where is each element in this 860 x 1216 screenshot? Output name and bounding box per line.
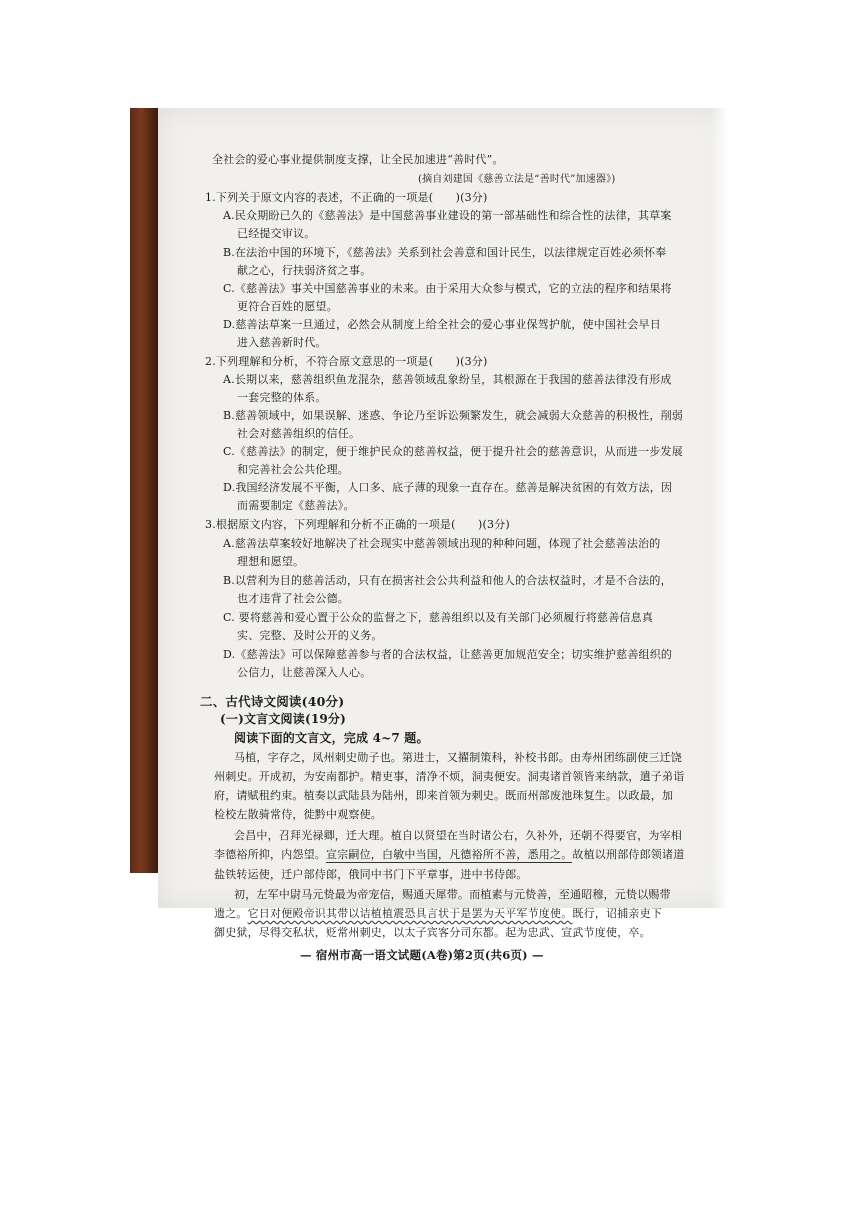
section2-title: 二、古代诗文阅读(40分) bbox=[200, 694, 345, 709]
q1-option-a: A.民众期盼已久的《慈善法》是中国慈善事业建设的第一部基础性和综合性的法律，其草案 bbox=[223, 209, 672, 222]
passage-line-5: 会昌中，召拜光禄卿，迁大理。植自以贤望在当时诸公右，久补外，还朝不得要官，为宰相 bbox=[234, 829, 682, 842]
q1-option-c-cont: 更符合百姓的愿望。 bbox=[237, 300, 338, 313]
passage-line-3: 府，请赋租约束。植奏以武陆县为陆州，即来首领为刺史。既而州部废池珠复生。以政最，加 bbox=[214, 789, 674, 802]
q2-option-b: B.慈善领域中，如果误解、迷惑、争论乃至诉讼频繁发生，就会减弱大众慈善的积极性，削弱 bbox=[223, 409, 683, 422]
passage-text: 遗之。 bbox=[214, 907, 248, 920]
passage-text: 故植以刑部侍郎领诸道 bbox=[572, 848, 685, 861]
q1-stem: 1.下列关于原文内容的表述，不正确的一项是( )(3分) bbox=[205, 191, 488, 204]
q2-option-a-cont: 一套完整的体系。 bbox=[237, 391, 327, 404]
wavy-underlined-sentence: 它日对便殿帝识其带以诘植植震恐具言状于是罢为天平军节度使。 bbox=[247, 907, 573, 920]
page-footer: — 宿州市高一语文试题(A卷)第2页(共6页) — bbox=[300, 948, 544, 962]
q3-stem: 3.根据原文内容，下列理解和分析不正确的一项是( )(3分) bbox=[205, 518, 510, 531]
passage-line-9 bbox=[214, 905, 662, 921]
underlined-sentence: 宣宗嗣位，白敏中当国，凡德裕所不善，悉用之。 bbox=[326, 848, 573, 861]
q2-option-c: C.《慈善法》的制定，便于维护民众的慈善权益，便于提升社会的慈善意识，从而进一步发展 bbox=[223, 445, 683, 458]
q3-option-d-cont: 公信力，让慈善深入人心。 bbox=[237, 666, 372, 679]
q2-option-c-cont: 和完善社会公共伦理。 bbox=[237, 463, 349, 476]
source-citation: (摘自刘建国《慈善立法是“善时代”加速器》) bbox=[418, 174, 616, 185]
passage-text: 既行，诏捕亲吏下 bbox=[572, 907, 663, 920]
section2-subtitle: (一)文言文阅读(19分) bbox=[220, 712, 347, 726]
q3-option-a-cont: 理想和愿望。 bbox=[237, 555, 305, 568]
passage-text: 李德裕所抑，内怨望。 bbox=[214, 848, 326, 861]
passage-line-7: 盐铁转运使，迁户部侍郎，俄同中书门下平章事，进中书侍郎。 bbox=[214, 868, 528, 881]
passage-line-1: 马植，字存之，凤州刺史勋子也。第进士，又擢制策科，补校书郎。由寿州团练副使三迁饶 bbox=[234, 751, 682, 764]
q1-option-b-cont: 献之心，行扶弱济贫之事。 bbox=[237, 264, 372, 277]
q1-option-b: B.在法治中国的环境下，《慈善法》关系到社会善意和国计民生，以法律规定百姓必须怀奉 bbox=[223, 246, 667, 259]
q3-option-c-cont: 实、完整、及时公开的义务。 bbox=[237, 629, 383, 642]
q3-option-b: B.以营利为目的慈善活动，只有在损害社会公共利益和他人的合法权益时，才是不合法的， bbox=[223, 574, 672, 587]
passage-line-8: 初，左军中尉马元贽最为帝宠信，赐通天犀带。而植素与元贽善，至通昭穆，元贽以赐带 bbox=[234, 888, 671, 901]
q2-option-a: A.长期以来，慈善组织鱼龙混杂，慈善领域乱象纷呈，其根源在于我国的慈善法律没有形成 bbox=[223, 373, 672, 386]
passage-line-6 bbox=[214, 846, 684, 862]
q2-stem: 2.下列理解和分析，不符合原文意思的一项是( )(3分) bbox=[205, 355, 488, 368]
q3-option-c: C. 要将慈善和爱心置于公众的监督之下，慈善组织以及有关部门必须履行将慈善信息真 bbox=[223, 611, 654, 624]
passage-line-4: 检校左散骑常侍，徙黔中观察使。 bbox=[214, 808, 382, 821]
q3-option-d: D.《慈善法》可以保障慈善参与者的合法权益，让慈善更加规范安全；切实维护慈善组织的 bbox=[223, 648, 673, 661]
q2-option-d-cont: 而需要制定《慈善法》。 bbox=[237, 499, 355, 512]
q2-option-b-cont: 社会对慈善组织的信任。 bbox=[237, 427, 361, 440]
intro-line: 全社会的爱心事业提供制度支撑，让全民加速进“善时代”。 bbox=[212, 153, 504, 166]
q1-option-d: D.慈善法草案一旦通过，必然会从制度上给全社会的爱心事业保驾护航，使中国社会早日 bbox=[223, 318, 661, 331]
q1-option-c: C.《慈善法》事关中国慈善事业的未来。由于采用大众参与模式，它的立法的程序和结果将 bbox=[223, 282, 672, 295]
section2-instruction: 阅读下面的文言文，完成 4~7 题。 bbox=[234, 731, 429, 745]
q2-option-d: D.我国经济发展不平衡，人口多、底子薄的现象一直存在。慈善是解决贫困的有效方法，因 bbox=[223, 481, 673, 494]
q3-option-a: A.慈善法草案较好地解决了社会现实中慈善领域出现的种种问题，体现了社会慈善法治的 bbox=[223, 537, 661, 550]
scan-left-edge bbox=[130, 108, 158, 873]
passage-line-2: 州刺史。开成初，为安南都护。精吏事，清净不烦，洞夷便安。洞夷诸首领皆来纳款，遣子弟诣 bbox=[214, 770, 685, 783]
q1-option-d-cont: 进入慈善新时代。 bbox=[237, 336, 327, 349]
passage-line-10: 御史狱，尽得交私状，贬常州刺史，以太子宾客分司东都。起为忠武、宣武节度使，卒。 bbox=[214, 926, 651, 939]
q1-option-a-cont: 已经提交审议。 bbox=[237, 227, 316, 240]
q3-option-b-cont: 也才违背了社会公德。 bbox=[237, 592, 349, 605]
